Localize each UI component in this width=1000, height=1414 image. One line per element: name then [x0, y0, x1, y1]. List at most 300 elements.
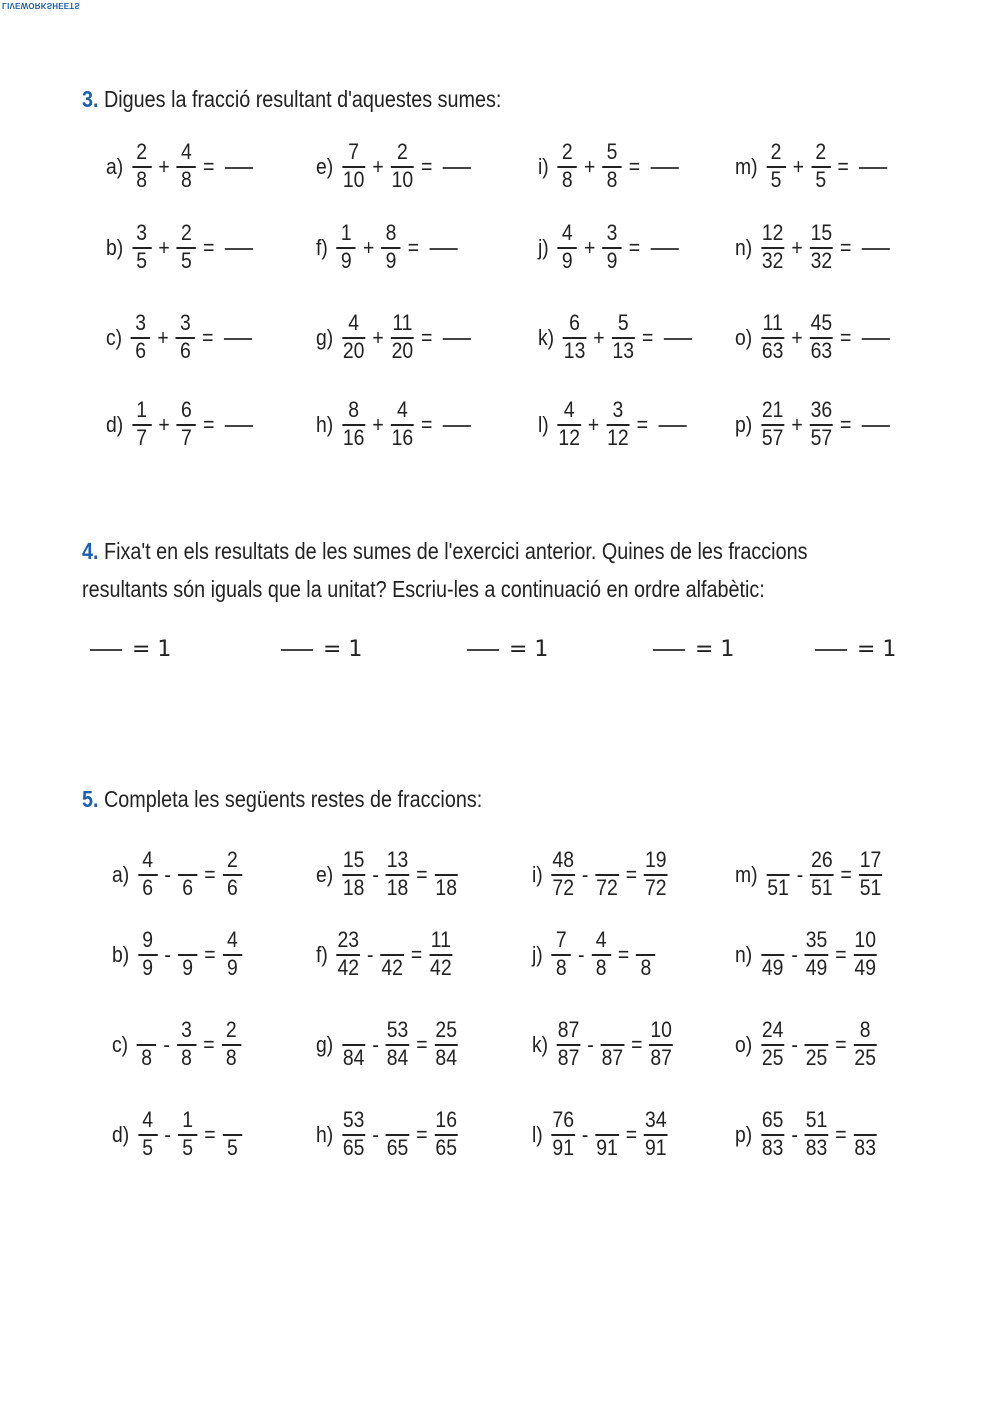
numerator: 4 — [561, 220, 573, 245]
unit-answer — [653, 637, 734, 662]
denominator: 42 — [430, 955, 452, 980]
numerator-answer-field[interactable] — [231, 1109, 233, 1133]
plus-sign: + — [593, 325, 605, 350]
fraction — [766, 849, 789, 901]
numerator: 10 — [650, 1017, 672, 1042]
denominator: 57 — [761, 425, 784, 450]
numerator: 4 — [226, 927, 238, 952]
numerator: 4 — [396, 397, 408, 422]
problem-label: l) — [532, 1122, 543, 1147]
equals-sign: = — [625, 1122, 638, 1147]
fraction — [606, 399, 629, 451]
unit-answer — [467, 637, 548, 662]
sum-problem — [106, 218, 253, 278]
fraction — [761, 1109, 784, 1161]
answer-field[interactable] — [225, 167, 253, 169]
denominator: 51 — [859, 875, 882, 900]
denominator: 8 — [561, 167, 573, 192]
answer-field[interactable] — [443, 425, 471, 427]
numerator-answer-field[interactable] — [612, 1019, 614, 1043]
minus-sign: - — [164, 1122, 171, 1147]
numerator: 2 — [770, 139, 782, 164]
unit-answer — [815, 637, 896, 662]
denominator: 42 — [381, 955, 403, 980]
denominator: 32 — [761, 248, 784, 273]
plus-sign: + — [363, 235, 375, 260]
denominator: 25 — [805, 1045, 828, 1070]
fraction — [595, 1109, 618, 1161]
plus-sign: + — [158, 412, 170, 437]
exercise-4-heading — [82, 532, 807, 608]
denominator: 18 — [386, 875, 409, 900]
numerator: 8 — [859, 1017, 871, 1042]
fraction — [810, 312, 833, 364]
equals-one-label: = 1 — [323, 637, 363, 662]
sum-problem — [316, 218, 458, 278]
denominator: 12 — [607, 425, 629, 450]
subtraction-problem — [316, 1105, 460, 1165]
denominator: 18 — [342, 875, 365, 900]
problem-label: d) — [106, 412, 124, 437]
fraction — [337, 222, 356, 274]
minus-sign: - — [372, 1122, 379, 1147]
problem-label: e) — [316, 862, 334, 887]
denominator: 25 — [854, 1045, 876, 1070]
numerator: 35 — [805, 927, 828, 952]
fraction — [342, 1019, 365, 1071]
sum-problem — [316, 308, 471, 368]
equals-sign: = — [407, 235, 420, 260]
problem-label: c) — [112, 1032, 129, 1057]
fraction — [386, 849, 409, 901]
fraction — [342, 141, 365, 193]
fraction — [435, 1019, 458, 1071]
fraction — [132, 399, 151, 451]
fraction — [435, 849, 458, 901]
problem-label: m) — [735, 862, 758, 887]
numerator: 9 — [142, 927, 154, 952]
plus-sign: + — [587, 412, 600, 437]
numerator: 87 — [557, 1017, 580, 1042]
plus-sign: + — [791, 412, 803, 437]
problem-label: o) — [735, 325, 753, 350]
equals-sign: = — [835, 1122, 847, 1147]
numerator: 1 — [136, 397, 148, 422]
denominator: 13 — [563, 338, 586, 363]
equals-sign: = — [203, 1032, 215, 1057]
denominator: 10 — [342, 167, 365, 192]
numerator: 8 — [385, 220, 397, 245]
plus-sign: + — [372, 325, 384, 350]
numerator: 6 — [181, 397, 192, 422]
problem-label: m) — [735, 154, 758, 179]
equals-sign: = — [641, 325, 654, 350]
subtraction-problem — [112, 925, 244, 985]
denominator: 6 — [182, 875, 193, 900]
answer-field[interactable] — [815, 649, 847, 651]
unit-answer — [90, 637, 171, 662]
fraction — [177, 141, 196, 193]
problem-label: h) — [316, 1122, 334, 1147]
answer-field[interactable] — [90, 649, 122, 651]
numerator-answer-field[interactable] — [187, 849, 189, 873]
numerator: 53 — [342, 1107, 365, 1132]
fraction — [557, 1019, 580, 1071]
fraction — [810, 222, 833, 274]
numerator: 26 — [811, 847, 833, 872]
equals-sign: = — [421, 154, 433, 179]
denominator: 8 — [181, 167, 192, 192]
answer-field[interactable] — [651, 167, 679, 169]
problem-label: a) — [112, 862, 130, 887]
fraction — [380, 929, 403, 981]
numerator: 4 — [563, 397, 575, 422]
denominator: 72 — [596, 875, 618, 900]
denominator: 49 — [761, 955, 784, 980]
fraction — [337, 929, 360, 981]
numerator: 2 — [396, 139, 408, 164]
equals-sign: = — [416, 1122, 428, 1147]
denominator: 5 — [181, 248, 192, 273]
subtraction-problem — [112, 845, 244, 905]
numerator: 2 — [226, 847, 238, 872]
equals-one-label: = 1 — [509, 637, 549, 662]
numerator-answer-field[interactable] — [445, 849, 447, 873]
denominator: 8 — [181, 1045, 192, 1070]
fraction — [761, 312, 784, 364]
fraction — [391, 312, 414, 364]
subtraction-problem — [735, 1015, 879, 1075]
answer-field[interactable] — [862, 248, 890, 250]
equals-sign: = — [204, 1122, 216, 1147]
numerator: 3 — [135, 310, 146, 335]
numerator: 11 — [762, 310, 783, 335]
denominator: 49 — [854, 955, 876, 980]
fraction — [342, 399, 365, 451]
numerator-answer-field[interactable] — [146, 1019, 148, 1043]
plus-sign: + — [157, 325, 169, 350]
minus-sign: - — [366, 942, 374, 967]
fraction — [602, 141, 621, 193]
problem-label: p) — [735, 1122, 753, 1147]
fraction — [137, 1019, 156, 1071]
fraction — [558, 222, 577, 274]
denominator: 8 — [606, 167, 618, 192]
fraction — [805, 929, 828, 981]
fraction — [178, 1109, 197, 1161]
fraction — [177, 222, 196, 274]
numerator: 4 — [595, 927, 607, 952]
denominator: 10 — [391, 167, 414, 192]
exercise-4-instruction-line1: Fixa't en els resultats de les sumes de l'exercici anterior. Quines de les fraccions — [103, 538, 808, 564]
equals-one-label: = 1 — [132, 637, 172, 662]
minus-sign: - — [164, 862, 171, 887]
fraction — [805, 1109, 828, 1161]
equals-sign: = — [636, 412, 648, 437]
subtraction-problem — [316, 925, 454, 985]
exercise-4-instruction-line2: resultants són iguals que la unitat? Escriu-les a continuació en ordre alfabètic: — [82, 576, 765, 602]
problem-label: c) — [106, 325, 123, 350]
fraction — [644, 1109, 667, 1161]
fraction — [132, 222, 151, 274]
fraction — [381, 222, 400, 274]
equals-sign: = — [421, 412, 433, 437]
denominator: 65 — [435, 1135, 457, 1160]
fraction — [177, 1019, 196, 1071]
numerator-answer-field[interactable] — [772, 929, 774, 953]
sum-problem — [735, 308, 890, 368]
numerator-answer-field[interactable] — [816, 1019, 818, 1043]
fraction — [222, 1019, 241, 1071]
denominator: 63 — [761, 338, 784, 363]
exercise-5-instruction: Completa les següents restes de fraccions: — [103, 786, 483, 812]
numerator-answer-field[interactable] — [353, 1019, 355, 1043]
numerator: 15 — [342, 847, 365, 872]
problem-label: i) — [538, 154, 549, 179]
sum-problem — [735, 395, 890, 455]
answer-field[interactable] — [664, 338, 692, 340]
numerator-answer-field[interactable] — [391, 929, 393, 953]
numerator: 13 — [386, 847, 409, 872]
equals-sign: = — [840, 235, 852, 260]
problem-label: g) — [316, 325, 334, 350]
numerator-answer-field[interactable] — [645, 929, 647, 953]
denominator: 87 — [557, 1045, 580, 1070]
denominator: 6 — [142, 875, 154, 900]
subtraction-problem — [735, 1105, 879, 1165]
denominator: 42 — [337, 955, 360, 980]
plus-sign: + — [791, 325, 803, 350]
problem-label: k) — [532, 1032, 549, 1057]
fraction — [649, 1019, 672, 1071]
equals-sign: = — [631, 1032, 643, 1057]
subtraction-problem — [532, 845, 669, 905]
answer-field[interactable] — [224, 338, 252, 340]
fraction — [563, 312, 586, 364]
minus-sign: - — [791, 1032, 798, 1057]
minus-sign: - — [581, 862, 589, 887]
fraction — [386, 1109, 409, 1161]
denominator: 72 — [644, 875, 667, 900]
fraction — [342, 312, 365, 364]
numerator-answer-field[interactable] — [777, 849, 779, 873]
numerator: 2 — [225, 1017, 237, 1042]
denominator: 49 — [805, 955, 828, 980]
equals-sign: = — [840, 412, 852, 437]
plus-sign: + — [372, 154, 384, 179]
problem-label: f) — [316, 235, 328, 260]
problem-label: p) — [735, 412, 753, 437]
denominator: 5 — [182, 1135, 193, 1160]
plus-sign: + — [583, 154, 596, 179]
equals-one-label: = 1 — [695, 637, 735, 662]
fraction — [177, 399, 196, 451]
fraction — [342, 1109, 365, 1161]
numerator-answer-field[interactable] — [397, 1109, 399, 1133]
minus-sign: - — [587, 1032, 594, 1057]
denominator: 16 — [342, 425, 365, 450]
numerator: 11 — [430, 927, 451, 952]
denominator: 83 — [805, 1135, 828, 1160]
fraction — [591, 929, 610, 981]
fraction — [178, 929, 197, 981]
fraction — [391, 399, 414, 451]
equals-sign: = — [421, 325, 433, 350]
numerator: 7 — [555, 927, 567, 952]
numerator: 16 — [435, 1107, 457, 1132]
numerator: 15 — [810, 220, 833, 245]
answer-field[interactable] — [467, 649, 499, 651]
denominator: 51 — [811, 875, 833, 900]
sum-problem — [538, 308, 692, 368]
denominator: 8 — [225, 1045, 237, 1070]
sum-problem — [538, 395, 687, 455]
numerator: 51 — [805, 1107, 828, 1132]
answer-field[interactable] — [862, 338, 890, 340]
numerator: 4 — [142, 847, 154, 872]
denominator: 7 — [136, 425, 148, 450]
equals-sign: = — [203, 412, 215, 437]
denominator: 6 — [135, 338, 146, 363]
numerator: 2 — [181, 220, 192, 245]
problem-label: j) — [532, 942, 543, 967]
fraction — [761, 1019, 784, 1071]
numerator-answer-field[interactable] — [864, 1109, 866, 1133]
numerator-answer-field[interactable] — [606, 849, 608, 873]
subtraction-problem — [316, 1015, 460, 1075]
numerator: 1 — [182, 1107, 193, 1132]
answer-field[interactable] — [658, 425, 686, 427]
problem-label: j) — [538, 235, 549, 260]
answer-field[interactable] — [859, 167, 887, 169]
equals-sign: = — [416, 862, 428, 887]
fraction — [386, 1019, 409, 1071]
fraction — [761, 222, 784, 274]
fraction — [636, 929, 655, 981]
numerator: 3 — [181, 1017, 192, 1042]
numerator: 8 — [348, 397, 360, 422]
numerator: 3 — [606, 220, 618, 245]
denominator: 84 — [386, 1045, 409, 1070]
subtraction-problem — [316, 845, 460, 905]
denominator: 83 — [854, 1135, 876, 1160]
problem-label: k) — [538, 325, 555, 350]
subtraction-problem — [532, 925, 657, 985]
equals-sign: = — [203, 154, 215, 179]
denominator: 9 — [385, 248, 397, 273]
liveworksheets-logo: LIVEWORKSHEETS — [2, 1, 80, 10]
numerator: 48 — [552, 847, 574, 872]
minus-sign: - — [577, 942, 585, 967]
denominator: 12 — [558, 425, 580, 450]
answer-field[interactable] — [430, 248, 458, 250]
denominator: 5 — [815, 167, 827, 192]
fraction — [132, 141, 151, 193]
denominator: 9 — [142, 955, 154, 980]
exercise-3-heading — [82, 86, 501, 113]
fraction — [612, 312, 635, 364]
equals-sign: = — [840, 862, 852, 887]
problem-label: l) — [538, 412, 549, 437]
denominator: 9 — [340, 248, 352, 273]
numerator: 4 — [142, 1107, 154, 1132]
subtraction-problem — [112, 1015, 243, 1075]
plus-sign: + — [372, 412, 384, 437]
numerator: 3 — [179, 310, 191, 335]
answer-field[interactable] — [443, 338, 471, 340]
denominator: 87 — [650, 1045, 672, 1070]
sum-problem — [106, 395, 253, 455]
fraction — [810, 399, 833, 451]
numerator: 4 — [181, 139, 192, 164]
plus-sign: + — [792, 154, 805, 179]
subtraction-problem — [532, 1015, 675, 1075]
answer-field[interactable] — [225, 248, 253, 250]
numerator: 23 — [337, 927, 360, 952]
numerator-answer-field[interactable] — [606, 1109, 608, 1133]
equals-sign: = — [837, 154, 849, 179]
denominator: 72 — [552, 875, 574, 900]
exercise-3-number: 3. — [82, 86, 99, 112]
problem-label: n) — [735, 942, 753, 967]
subtraction-problem — [532, 1105, 669, 1165]
fraction — [595, 849, 618, 901]
fraction — [761, 399, 784, 451]
plus-sign: + — [791, 235, 803, 260]
numerator: 65 — [761, 1107, 784, 1132]
answer-field[interactable] — [862, 425, 890, 427]
fraction — [178, 849, 197, 901]
sum-problem — [735, 218, 890, 278]
denominator: 63 — [810, 338, 833, 363]
problem-label: h) — [316, 412, 334, 437]
answer-field[interactable] — [651, 248, 679, 250]
equals-sign: = — [204, 862, 216, 887]
equals-sign: = — [840, 325, 852, 350]
fraction — [552, 1109, 575, 1161]
fraction — [761, 929, 784, 981]
minus-sign: - — [791, 1122, 798, 1147]
subtraction-problem — [112, 1105, 244, 1165]
numerator: 2 — [815, 139, 827, 164]
numerator: 7 — [348, 139, 360, 164]
problem-label: e) — [316, 154, 334, 179]
fraction — [854, 929, 877, 981]
denominator: 13 — [612, 338, 635, 363]
plus-sign: + — [158, 154, 170, 179]
denominator: 20 — [391, 338, 414, 363]
numerator: 11 — [392, 310, 413, 335]
numerator: 5 — [617, 310, 629, 335]
numerator: 12 — [761, 220, 784, 245]
numerator: 5 — [606, 139, 618, 164]
answer-field[interactable] — [281, 649, 313, 651]
answer-field[interactable] — [653, 649, 685, 651]
fraction — [558, 399, 581, 451]
problem-label: g) — [316, 1032, 334, 1057]
answer-field[interactable] — [443, 167, 471, 169]
answer-field[interactable] — [225, 425, 253, 427]
numerator: 53 — [386, 1017, 409, 1042]
numerator-answer-field[interactable] — [187, 929, 189, 953]
equals-sign: = — [625, 862, 638, 887]
denominator: 5 — [136, 248, 148, 273]
unit-answer — [281, 637, 362, 662]
fraction — [644, 849, 667, 901]
problem-label: n) — [735, 235, 753, 260]
fraction — [859, 849, 882, 901]
exercise-4-number: 4. — [82, 538, 99, 564]
